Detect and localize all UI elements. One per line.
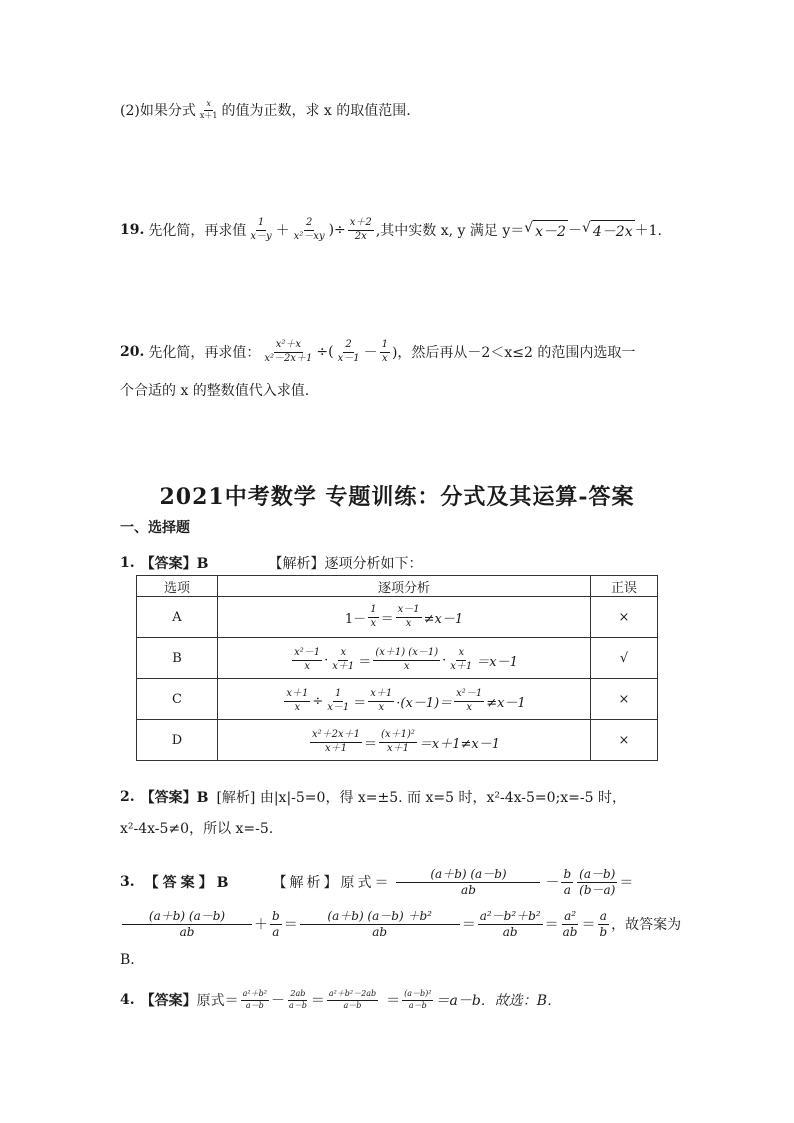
- rc-div: ÷: [312, 693, 324, 709]
- q20-text-b: )，然后再从－2＜x≤2 的范围内选取一: [391, 345, 636, 361]
- a2-line-1: [解析] 由|x|-5=0，得 x=±5. 而 x=5 时，x²-4x-5=0;x=-5 时，: [216, 790, 626, 806]
- q19-number: 19.: [120, 222, 145, 238]
- a1-analysis: 【解析】逐项分析如下：: [268, 556, 423, 572]
- row-option: B: [137, 638, 218, 679]
- rc-eq: ＝: [353, 695, 367, 711]
- page-title: 2021中考数学 专题训练：分式及其运算-答案: [159, 484, 635, 510]
- q20-fraction-3: $\frac{1}{x}$: [381, 339, 388, 364]
- rc-frac-4: $\frac{\text{x²－1}}{x}$: [456, 688, 483, 713]
- answer-3-line-3: [120, 952, 135, 968]
- a3-eq-2: ＝: [283, 917, 298, 934]
- table-row: [137, 597, 658, 638]
- row-analysis-b: [218, 638, 591, 679]
- ra-lead: 1－: [344, 611, 367, 627]
- q19-text-b: ,其中实数 x, y 满足 y＝: [375, 223, 525, 239]
- rc-frac-1: $\frac{x+1}{x}$: [286, 688, 309, 713]
- a2-line-2: x²-4x-5≠0，所以 x=-5.: [120, 821, 274, 837]
- q19-root-2: √ 4－2x: [581, 219, 633, 240]
- row-verdict: √: [591, 638, 658, 679]
- rc-tail: ≠x－1: [486, 695, 526, 711]
- rd-frac-2: $\frac{\text{(x＋1)²}}{x+1}$: [381, 729, 415, 754]
- a3-plus: ＋: [254, 917, 268, 934]
- a4-answer: 【答案】: [140, 993, 197, 1009]
- a3-frac-g6: $\frac{a}{b}$: [599, 909, 608, 939]
- rb-eq: ＝: [358, 654, 372, 670]
- q19-fraction-3: $\frac{x+2}{2x}$: [349, 217, 372, 242]
- answer-2-line-2: [120, 818, 273, 838]
- row-analysis-a: [218, 597, 591, 638]
- a3-frac-g1: $\frac{(a+b) (a-b)}{ab}$: [122, 910, 252, 938]
- a3-frac-1: $\frac{(a+b) (a-b)}{ab}$: [393, 868, 543, 896]
- table-row: [137, 720, 658, 761]
- q19-fraction-2: $\frac{2}{\text{x²－xy}}$: [293, 217, 325, 242]
- a2-answer: 【答案】B: [140, 790, 209, 806]
- q20-divide: ÷(: [316, 344, 334, 360]
- rb-frac-4: $\frac{x}{x+1}$: [450, 647, 473, 672]
- q19-fraction-1: $\frac{1}{x-y}$: [250, 217, 272, 242]
- a3-frac-g2: $\frac{b}{a}$: [272, 909, 280, 939]
- q19-tail: ＋1.: [634, 223, 662, 239]
- a1-answer: 【答案】B: [140, 556, 209, 572]
- row-option: D: [137, 720, 218, 761]
- table-row: [137, 679, 658, 720]
- a4-frac-1: $\frac{\text{a²＋b²}}{a-b}$: [242, 989, 267, 1010]
- q19-root-1: √ x－2: [524, 219, 566, 240]
- a3-answer: 【答案】B: [144, 875, 233, 892]
- q19-plus: ＋: [275, 223, 290, 239]
- ra-frac-2: $\frac{x-1}{x}$: [397, 604, 420, 629]
- section-heading: 一、选择题: [120, 520, 190, 536]
- a3-frac-g4: $\frac{\text{a²－b²＋b²}}{ab}$: [479, 909, 541, 939]
- q19-divide: )÷: [328, 222, 346, 238]
- q20-text-a: 先化简，再求值：: [148, 345, 261, 361]
- q18-suffix: 的值为正数，求 x 的取值范围.: [221, 103, 411, 119]
- rb-dot-2: ·: [442, 652, 447, 668]
- a3-eq-4: ＝: [544, 917, 559, 934]
- q18-prefix: (2)如果分式: [120, 103, 196, 119]
- a2-number: 2.: [120, 789, 135, 805]
- rd-tail: ＝x＋1≠x－1: [418, 736, 500, 752]
- a4-frac-4: $\frac{\text{(a－b)²}}{a-b}$: [404, 989, 432, 1010]
- a4-number: 4.: [120, 992, 135, 1008]
- answer-1-header: [120, 553, 422, 573]
- a3-conclusion: ，故答案为: [611, 917, 682, 934]
- analysis-table: [136, 575, 658, 761]
- row-option: C: [137, 679, 218, 720]
- rc-frac-3: $\frac{x+1}{x}$: [370, 688, 393, 713]
- rb-dot: ·: [324, 652, 329, 668]
- rb-frac-1: $\frac{\text{x²－1}}{x}$: [294, 647, 321, 672]
- a3-frac-3: $\frac{(a-b)}{(b-a)}$: [579, 867, 616, 897]
- a3-frac-g5: $\frac{\text{a²}}{ab}$: [562, 909, 578, 939]
- a3-eq-5: ＝: [581, 917, 596, 934]
- answer-4: [120, 990, 561, 1010]
- question-19: [120, 218, 662, 242]
- a4-frac-3: $\frac{\text{a²＋b²－2ab}}{a-b}$: [328, 989, 377, 1010]
- row-verdict: ×: [591, 597, 658, 638]
- rd-eq: ＝: [364, 736, 378, 752]
- answer-3-line-2: [120, 910, 681, 938]
- a4-frac-2: $\frac{2ab}{a-b}$: [288, 989, 307, 1010]
- a3-frac-2: $\frac{b}{a}$: [563, 867, 572, 897]
- a3-frac-g3: $\frac{\text{(a＋b) (a－b) ＋b²}}{ab}$: [300, 910, 460, 938]
- header-verdict: 正误: [591, 576, 658, 597]
- q20-line-2-text: 个合适的 x 的整数值代入求值.: [120, 383, 310, 399]
- rb-frac-2: $\frac{x}{x+1}$: [332, 647, 355, 672]
- q18-fraction: $\frac{x}{x+1}$: [199, 99, 218, 120]
- table-header-row: [137, 576, 658, 597]
- table-row: [137, 638, 658, 679]
- rc-mid: ·(x－1)＝: [396, 695, 453, 711]
- rb-frac-3: $\frac{(x+1) (x-1)}{x}$: [375, 647, 439, 672]
- a1-number: 1.: [120, 555, 135, 571]
- rd-frac-1: $\frac{\text{x²＋2x＋1}}{x+1}$: [312, 729, 361, 754]
- a4-minus: －: [270, 993, 285, 1009]
- q20-fraction-1: $\frac{\text{x²＋x}}{\text{x²－2x＋1}}$: [264, 339, 313, 364]
- row-verdict: ×: [591, 679, 658, 720]
- question-18-part-2: [120, 100, 411, 120]
- q20-number: 20.: [120, 344, 145, 360]
- a4-lead: 原式＝: [196, 993, 239, 1009]
- q20-minus: －: [363, 345, 378, 361]
- a4-eq-2: ＝: [386, 993, 401, 1009]
- q19-minus: －: [567, 223, 582, 239]
- a3-eq: ＝: [619, 875, 634, 892]
- question-20: [120, 340, 635, 364]
- a4-eq: ＝: [310, 993, 325, 1009]
- rb-tail: ＝x－1: [476, 654, 518, 670]
- rc-frac-2: $\frac{1}{x-1}$: [327, 688, 350, 713]
- a3-analysis: 【解析】原式＝: [272, 875, 392, 892]
- q19-text-a: 先化简，再求值: [148, 223, 247, 239]
- q20-fraction-2: $\frac{2}{x-1}$: [337, 339, 360, 364]
- a3-eq-3: ＝: [461, 917, 476, 934]
- row-verdict: ×: [591, 720, 658, 761]
- q20-line-2: [120, 380, 309, 400]
- a3-end: B.: [120, 952, 135, 968]
- a3-number: 3.: [120, 874, 135, 891]
- ra-frac-1: $\frac{1}{x}$: [370, 604, 377, 629]
- row-analysis-c: [218, 679, 591, 720]
- a4-tail: ＝a－b．故选：B．: [435, 993, 562, 1009]
- header-analysis: 逐项分析: [218, 576, 591, 597]
- answer-3: [120, 868, 633, 896]
- a3-minus: －: [545, 875, 560, 892]
- header-option: 选项: [137, 576, 218, 597]
- row-option: A: [137, 597, 218, 638]
- ra-tail: ≠x－1: [423, 611, 464, 627]
- row-analysis-d: [218, 720, 591, 761]
- ra-eq: ＝: [380, 611, 394, 627]
- answer-2: [120, 787, 626, 807]
